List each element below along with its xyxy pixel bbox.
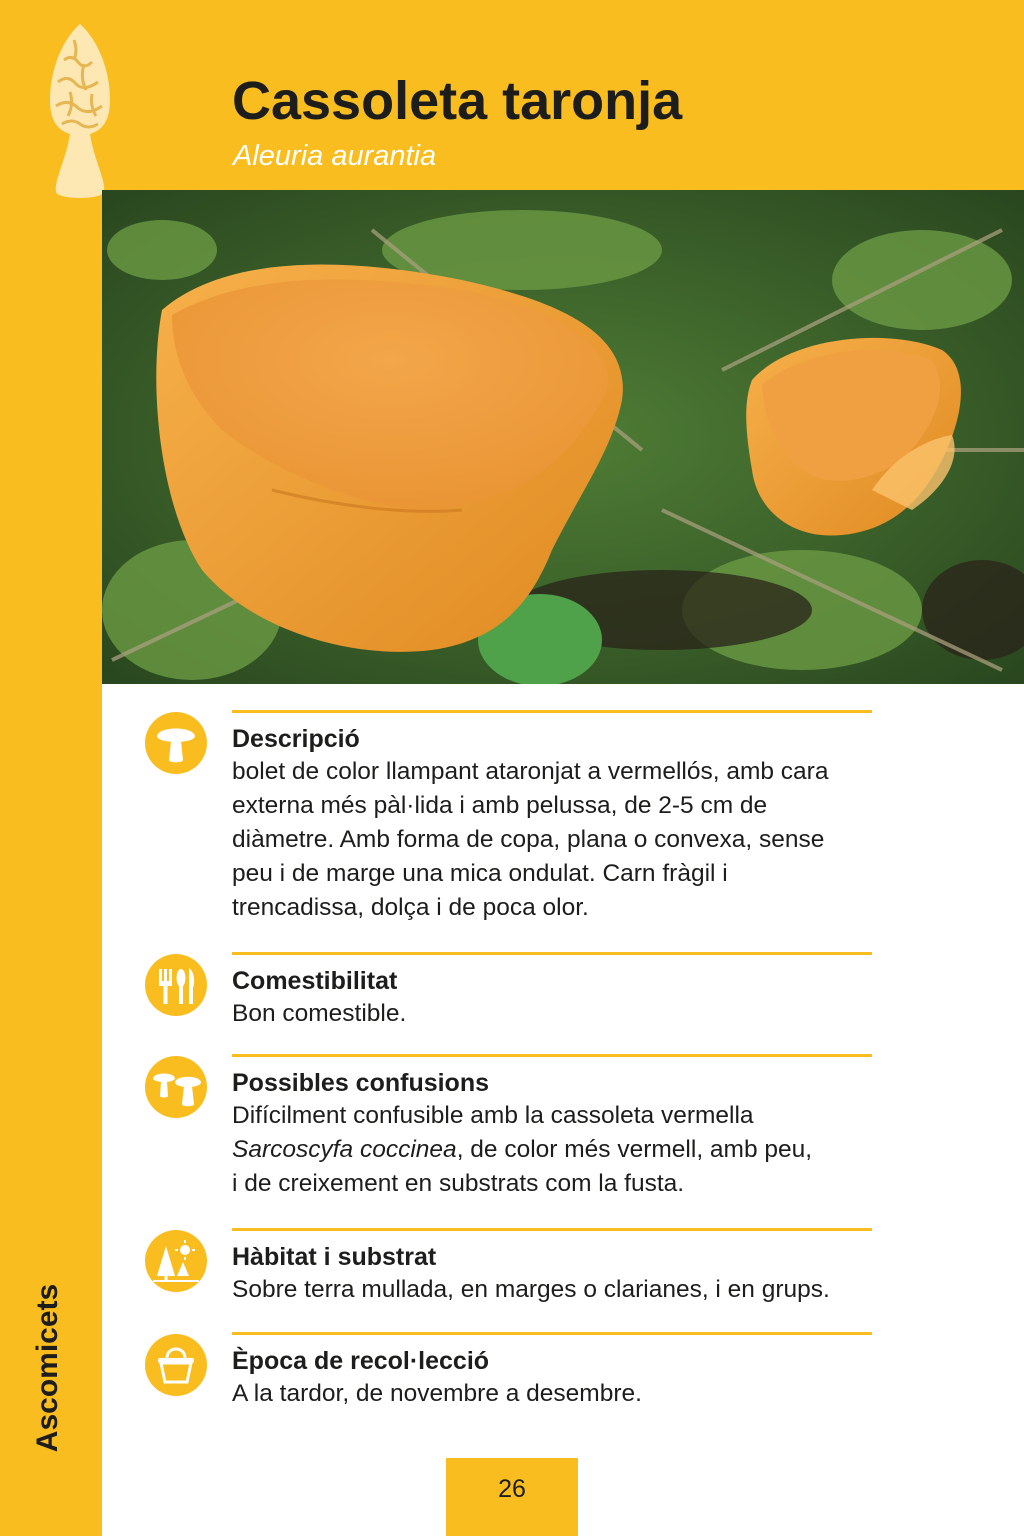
cutlery-icon [145,954,207,1016]
section-edibility [232,952,872,1031]
species-name: Sarcoscyfa coccinea [232,1136,457,1163]
section-heading: Època de recol·lecció [232,1347,490,1375]
section-divider [232,1228,872,1231]
section-description [232,710,872,925]
habitat-text: Sobre terra mullada, en marges o clarianes, i en grups. [232,1276,830,1303]
photo-orange-cup-fungi [102,190,1024,684]
confusions-text [232,1099,872,1201]
section-heading: Possibles confusions [232,1069,490,1097]
section-divider [232,952,872,955]
morel-icon [44,20,116,202]
basket-icon [145,1334,207,1396]
description-line: externa més pàl·lida i amb pelussa, de 2-5 cm de [232,792,768,819]
section-heading: Comestibilitat [232,967,398,995]
page-number: 26 [446,1458,578,1536]
section-heading: Hàbitat i substrat [232,1243,437,1271]
description-text [232,755,872,925]
description-line: bolet de color llampant ataronjat a vermellós, amb cara [232,758,829,785]
scientific-name: Aleuria aurantia [233,140,437,172]
section-confusions [232,1054,872,1201]
section-heading: Descripció [232,725,360,753]
section-divider [232,1332,872,1335]
section-divider [232,710,872,713]
page-title: Cassoleta taronja [232,71,683,131]
edibility-text: Bon comestible. [232,1000,407,1027]
confusions-line: i de creixement en substrats com la fusta. [232,1170,685,1197]
section-divider [232,1054,872,1057]
description-line: peu i de marge una mica ondulat. Carn fràgil i [232,860,728,887]
section-habitat [232,1228,872,1307]
category-label: Ascomicets [31,1283,64,1453]
description-line: diàmetre. Amb forma de copa, plana o convexa, sense [232,826,825,853]
confusions-line: , de color més vermell, amb peu, [456,1136,813,1163]
two-mushrooms-icon [145,1056,207,1118]
section-season [232,1332,872,1411]
season-text: A la tardor, de novembre a desembre. [232,1380,642,1407]
mushroom-icon [145,712,207,774]
description-line: trencadissa, dolça i de poca olor. [232,894,589,921]
confusions-line: Difícilment confusible amb la cassoleta vermella [232,1102,754,1129]
habitat-icon [145,1230,207,1292]
